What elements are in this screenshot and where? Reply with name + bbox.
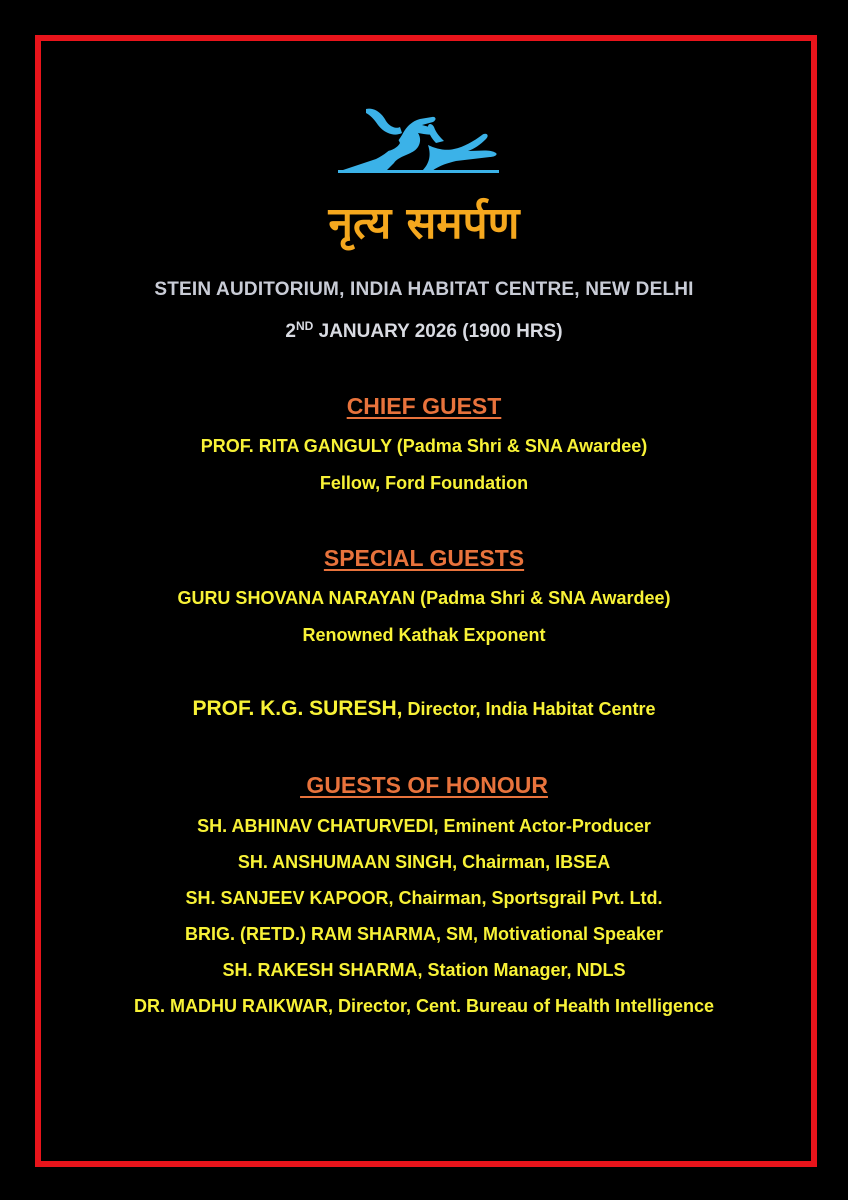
guest-of-honour-item: DR. MADHU RAIKWAR, Director, Cent. Bureau of Health Intelligence (133, 996, 715, 1016)
guest-of-honour-item: BRIG. (RETD.) RAM SHARMA, SM, Motivational Speaker (184, 924, 664, 944)
event-title: नृत्य समर्पण (328, 198, 520, 249)
special-guest-2 (0, 697, 848, 721)
venue-line: STEIN AUDITORIUM, INDIA HABITAT CENTRE, NEW DELHI (154, 279, 694, 300)
special-guests-heading: SPECIAL GUESTS (323, 545, 525, 571)
guests-of-honour-heading: GUESTS OF HONOUR (300, 772, 548, 798)
guest-of-honour-item: SH. ABHINAV CHATURVEDI, Eminent Actor-Producer (197, 816, 651, 836)
chief-guest-heading: CHIEF GUEST (346, 393, 502, 419)
date-day: 2 (285, 321, 296, 342)
guest-of-honour-item: SH. ANSHUMAAN SINGH, Chairman, IBSEA (237, 852, 611, 872)
special-guest-1-name: GURU SHOVANA NARAYAN (Padma Shri & SNA Awardee) (177, 588, 671, 608)
guest-of-honour-item: SH. SANJEEV KAPOOR, Chairman, Sportsgrail Pvt. Ltd. (185, 888, 663, 908)
special-guest-1-desc: Renowned Kathak Exponent (302, 625, 546, 645)
date-line (0, 319, 848, 343)
special-guest-2-name: PROF. K.G. SURESH, (192, 697, 403, 720)
date-suffix: ND (296, 319, 314, 333)
chief-guest-desc: Fellow, Ford Foundation (319, 473, 529, 493)
date-rest: JANUARY 2026 (1900 HRS) (313, 321, 563, 342)
chief-guest-name: PROF. RITA GANGULY (Padma Shri & SNA Awardee) (200, 436, 648, 456)
guest-of-honour-item: SH. RAKESH SHARMA, Station Manager, NDLS (222, 960, 626, 980)
special-guest-2-desc: Director, India Habitat Centre (402, 699, 656, 719)
dance-hands-logo-icon (336, 105, 501, 175)
